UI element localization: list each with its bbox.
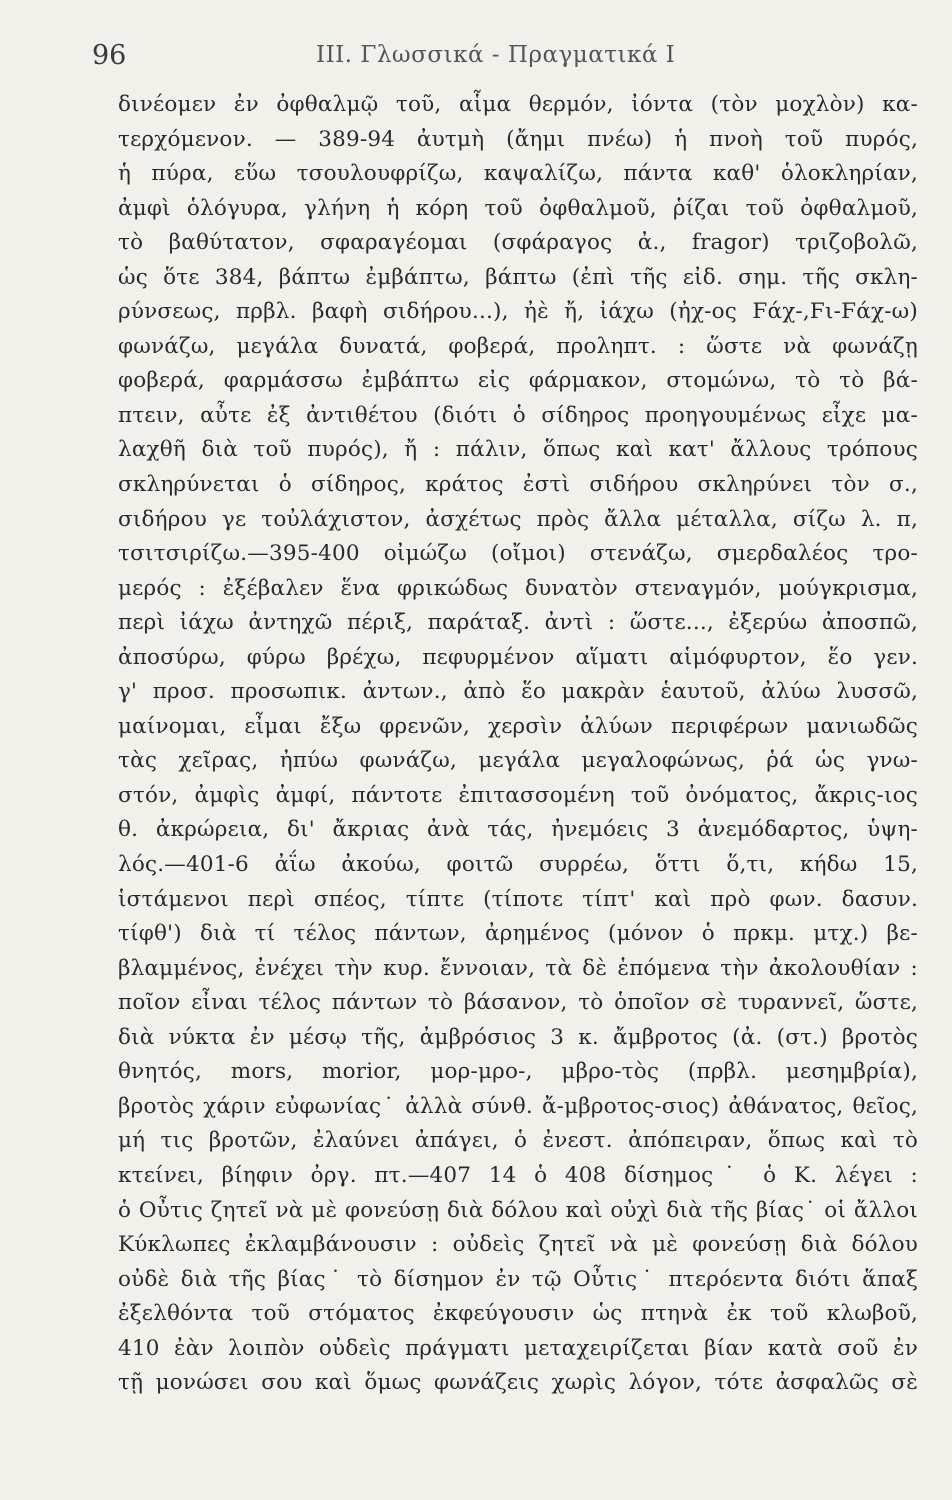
text-line: ὡς ὅτε 384, βάπτω ἐμβάπτω, βάπτω (ἐπὶ τῆς εἰδ. σημ. τῆς σκλη- <box>118 264 918 290</box>
text-line: γ' προσ. προσωπικ. ἀντων., ἀπὸ ἕο μακρὰν ἑαυτοῦ, ἀλύω λυσσῶ, <box>118 679 918 705</box>
text-line: μαίνομαι, εἶμαι ἔξω φρενῶν, χερσὶν ἀλύων περιφέρων μανιωδῶς <box>118 713 918 739</box>
text-line: ἀποσύρω, φύρω βρέχω, πεφυρμένον αἵματι αἱμόφυρτον, ἕο γεν. <box>118 644 918 670</box>
text-line: τὸ βαθύτατον, σφαραγέομαι (σφάραγος ἀ., fragor) τριζοβολῶ, <box>118 230 918 256</box>
text-line: διὰ νύκτα ἐν μέσῳ τῆς, ἀμβρόσιος 3 κ. ἄμβροτος (ἀ. (στ.) βροτὸς <box>118 1024 918 1050</box>
text-line: τὰς χεῖρας, ἠπύω φωνάζω, μεγάλα μεγαλοφώνως, ῥά ὡς γνω- <box>118 748 918 774</box>
text-line: ρύνσεως, πρβλ. βαφὴ σιδήρου...), ἠὲ ἤ, ἰάχω (ἠχ-ος Ϝάχ-,Ϝι-Ϝάχ-ω) <box>118 299 918 325</box>
text-line: 410 ἐὰν λοιπὸν οὐδεὶς πράγματι μεταχειρίζεται βίαν κατὰ σοῦ ἐν <box>118 1335 918 1361</box>
text-line: σιδήρου γε τοὐλάχιστον, ἀσχέτως πρὸς ἄλλα μέταλλα, σίζω λ. π, <box>118 506 918 532</box>
text-line: φωνάζω, μεγάλα δυνατά, φοβερά, προληπτ. : ὥστε νὰ φωνάζῃ <box>118 333 918 359</box>
text-line: πτειν, αὖτε ἐξ ἀντιθέτου (διότι ὁ σίδηρος προηγουμένως εἶχε μα- <box>118 402 918 428</box>
text-line: ἱστάμενοι περὶ σπέος, τίπτε (τίποτε τίπτ' καὶ πρὸ φων. δασυν. <box>118 886 918 912</box>
text-line: λαχθῆ διὰ τοῦ πυρός), ἤ : πάλιν, ὅπως καὶ κατ' ἄλλους τρόπους <box>118 437 918 463</box>
text-line: λός.—401-6 ἀΐω ἀκούω, φοιτῶ συρρέω, ὅττι ὅ,τι, κήδω 15, <box>118 852 918 878</box>
text-line: τερχόμενον. — 389-94 ἀυτμὴ (ἄημι πνέω) ἡ πνοὴ τοῦ πυρός, <box>118 126 918 152</box>
commentary-text <box>118 88 918 1401</box>
running-head: III. Γλωσσικά - Πραγματικά Ι <box>316 42 676 68</box>
text-line: μή τις βροτῶν, ἐλαύνει ἀπάγει, ὁ ἐνεστ. ἀπόπειραν, ὅπως καὶ τὸ <box>118 1128 918 1154</box>
text-line: κτείνει, βίηφιν ὀργ. πτ.—407 14 ὁ 408 δίσημος˙ ὁ Κ. λέγει : <box>118 1162 918 1188</box>
text-line: ὁ Οὖτις ζητεῖ νὰ μὲ φονεύσῃ διὰ δόλου καὶ οὐχὶ διὰ τῆς βίας˙ οἱ ἄλλοι <box>118 1197 918 1223</box>
text-line: ποῖον εἶναι τέλος πάντων τὸ βάσανον, τὸ ὁποῖον σὲ τυραννεῖ, ὥστε, <box>118 990 918 1016</box>
text-line: οὐδὲ διὰ τῆς βίας˙ τὸ δίσημον ἐν τῷ Οὖτις˙ πτερόεντα διότι ἅπαξ <box>118 1266 918 1292</box>
text-line: περὶ ἰάχω ἀντηχῶ πέριξ, παράταξ. ἀντὶ : ὥστε..., ἐξερύω ἀποσπῶ, <box>118 610 918 636</box>
text-line: φοβερά, φαρμάσσω ἐμβάπτω εἰς φάρμακον, στομώνω, τὸ τὸ βά- <box>118 368 918 394</box>
text-line: βλαμμένος, ἐνέχει τὴν κυρ. ἔννοιαν, τὰ δὲ ἑπόμενα τὴν ἀκολουθίαν : <box>118 955 918 981</box>
text-line: βροτὸς χάριν εὐφωνίας˙ ἀλλὰ σύνθ. ἄ-μβροτος-σιος) ἀθάνατος, θεῖος, <box>118 1093 918 1119</box>
page-header <box>92 40 872 80</box>
page-number: 96 <box>92 40 127 71</box>
text-line: τίφθ') διὰ τί τέλος πάντων, ἀρημένος (μόνον ὁ πρκμ. μτχ.) βε- <box>118 921 918 947</box>
text-line: θ. ἀκρώρεια, δι' ἄκριας ἀνὰ τάς, ἠνεμόεις 3 ἀνεμόδαρτος, ὑψη- <box>118 817 918 843</box>
text-line: θνητός, mors, morior, μορ-μρο-, μβρο-τὸς (πρβλ. μεσημβρία), <box>118 1059 918 1085</box>
text-line: τῇ μονώσει σου καὶ ὅμως φωνάζεις χωρὶς λόγον, τότε ἀσφαλῶς σὲ <box>118 1370 918 1396</box>
text-line: Κύκλωπες ἐκλαμβάνουσιν : οὐδεὶς ζητεῖ νὰ μὲ φονεύσῃ διὰ δόλου <box>118 1232 918 1258</box>
text-line: τσιτσιρίζω.—395-400 οἰμώζω (οἴμοι) στενάζω, σμερδαλέος τρο- <box>118 541 918 567</box>
text-line: μερός : ἐξέβαλεν ἕνα φρικώδως δυνατὸν στεναγμόν, μούγκρισμα, <box>118 575 918 601</box>
text-line: ἡ πύρα, εὕω τσουλουφρίζω, καψαλίζω, πάντα καθ' ὁλοκληρίαν, <box>118 161 918 187</box>
text-line: σκληρύνεται ὁ σίδηρος, κράτος ἐστὶ σιδήρου σκληρύνει τὸν σ., <box>118 472 918 498</box>
text-line: ἐξελθόντα τοῦ στόματος ἐκφεύγουσιν ὡς πτηνὰ ἐκ τοῦ κλωβοῦ, <box>118 1301 918 1327</box>
text-line: ἀμφὶ ὁλόγυρα, γλήνη ἡ κόρη τοῦ ὀφθαλμοῦ, ῥίζαι τοῦ ὀφθαλμοῦ, <box>118 195 918 221</box>
text-line: στόν, ἀμφὶς ἀμφί, πάντοτε ἐπιτασσομένη τοῦ ὀνόματος, ἄκρις-ιος <box>118 782 918 808</box>
text-line: δινέομεν ἐν ὀφθαλμῷ τοῦ, αἷμα θερμόν, ἰόντα (τὸν μοχλὸν) κα- <box>118 92 918 117</box>
